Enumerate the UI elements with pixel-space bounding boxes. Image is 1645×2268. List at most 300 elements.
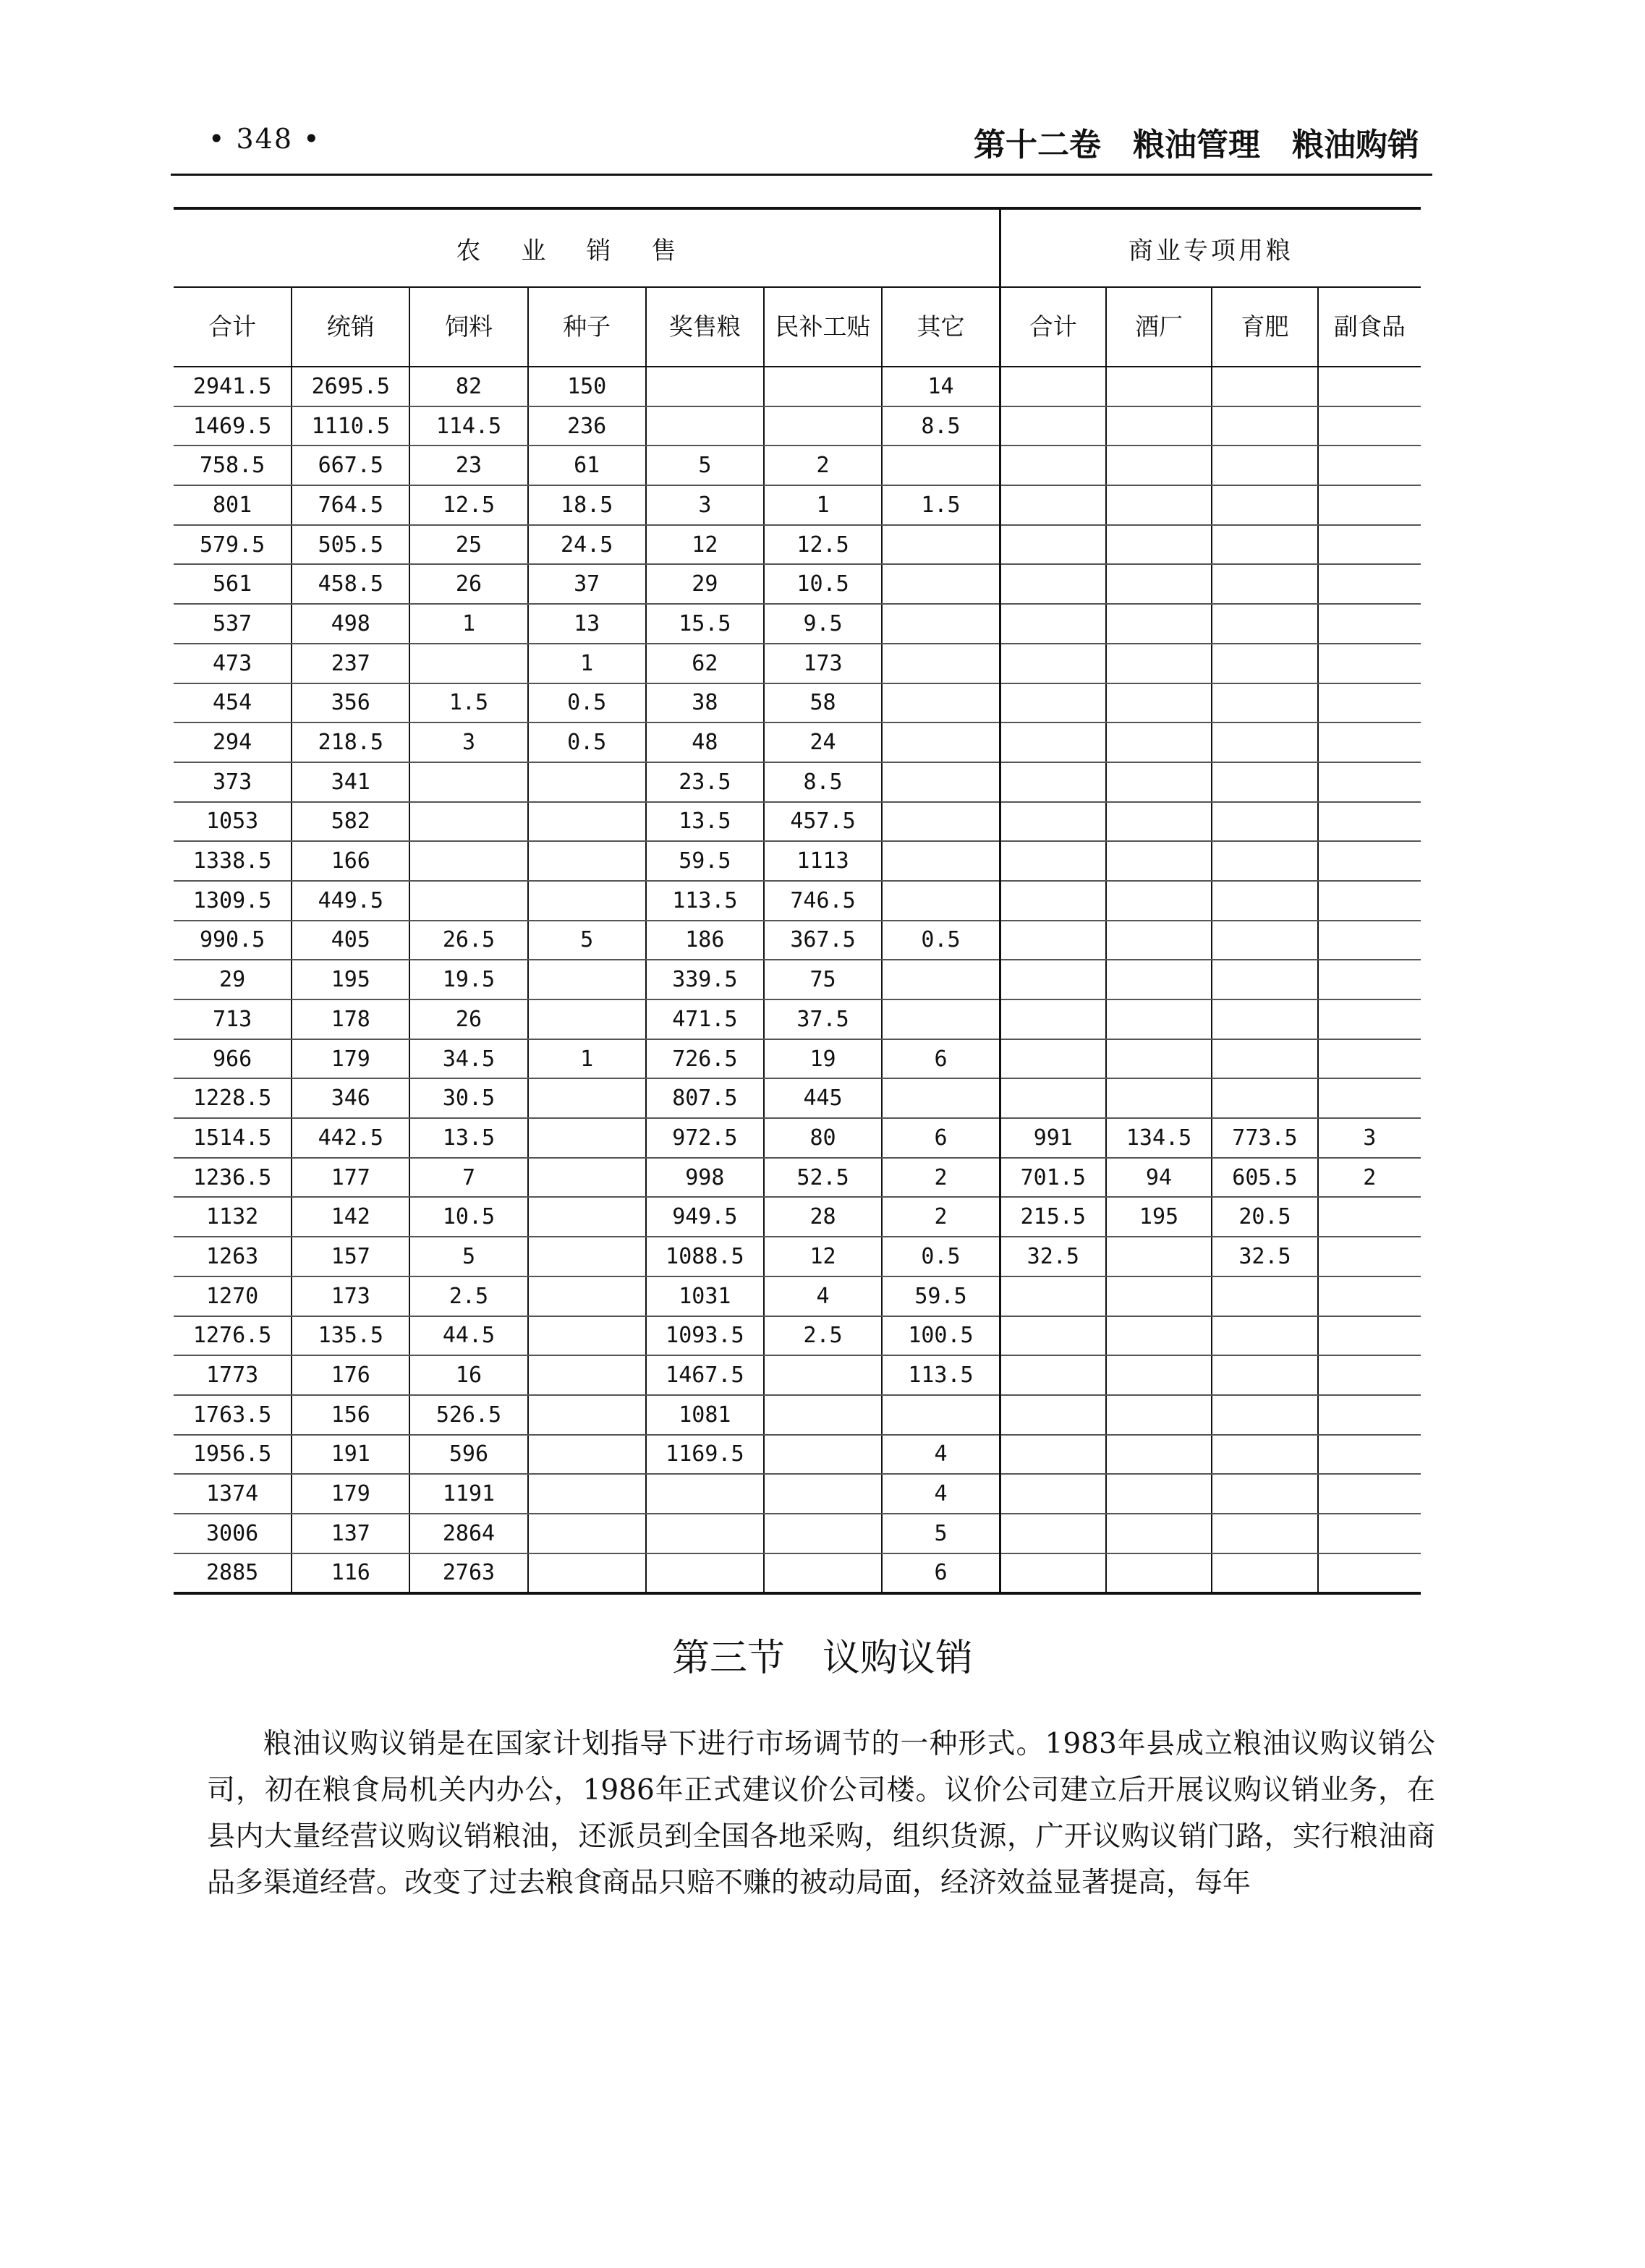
table-cell [528,1435,646,1475]
table-cell: 454 [174,683,292,723]
table-cell: 4 [882,1435,1000,1475]
table-cell: 442.5 [292,1118,409,1158]
table-cell [1318,802,1421,842]
table-cell [1106,525,1212,565]
table-cell [764,1395,882,1435]
column-header: 酒厂 [1106,287,1212,367]
table-cell [882,683,1000,723]
table-cell: 367.5 [764,921,882,960]
table-cell [1000,406,1105,446]
table-row [174,564,1421,604]
table-cell: 48 [646,722,764,762]
table-cell [1106,841,1212,881]
table-cell: 15.5 [646,604,764,644]
table-row [174,999,1421,1039]
table-cell: 1469.5 [174,406,292,446]
table-cell: 24.5 [528,525,646,565]
table-cell [1212,1514,1317,1553]
table-cell [646,1553,764,1594]
table-cell: 23 [409,446,527,485]
table-cell [528,1276,646,1316]
table-cell [764,1435,882,1475]
table-row [174,367,1421,406]
table-cell [1212,367,1317,406]
table-cell [1000,644,1105,683]
table-cell [1212,1355,1317,1395]
table-cell: 113.5 [646,881,764,921]
table-cell [646,1514,764,1553]
table-cell: 537 [174,604,292,644]
table-cell [528,1078,646,1118]
table-row [174,446,1421,485]
table-cell [1106,881,1212,921]
table-cell [1000,999,1105,1039]
table-cell: 186 [646,921,764,960]
column-header: 育肥 [1212,287,1317,367]
table-cell: 2 [882,1158,1000,1198]
table-cell: 215.5 [1000,1197,1105,1237]
table-cell: 134.5 [1106,1118,1212,1158]
column-header: 种子 [528,287,646,367]
table-cell [1106,1276,1212,1316]
table-cell: 0.5 [882,921,1000,960]
table-cell [1212,1078,1317,1118]
table-cell: 52.5 [764,1158,882,1198]
table-body [174,367,1421,1593]
table-cell: 1132 [174,1197,292,1237]
table-cell [1318,1355,1421,1395]
group-header-agricultural-sales: 农业销售 [174,208,1000,287]
table-cell [1000,1474,1105,1514]
table-cell [528,999,646,1039]
table-cell: 294 [174,722,292,762]
table-cell [1212,1474,1317,1514]
table-cell [1106,367,1212,406]
table-cell: 137 [292,1514,409,1553]
table-cell [1000,1514,1105,1553]
table-cell [1106,485,1212,525]
table-cell [882,1078,1000,1118]
table-cell [764,1474,882,1514]
table-cell: 758.5 [174,446,292,485]
table-cell [1318,1435,1421,1475]
table-cell: 179 [292,1039,409,1079]
table-cell [1318,921,1421,960]
table-cell: 1053 [174,802,292,842]
table-cell [1106,604,1212,644]
table-cell: 32.5 [1212,1237,1317,1276]
table-cell: 179 [292,1474,409,1514]
table-cell: 6 [882,1553,1000,1594]
table-cell [1318,1197,1421,1237]
table-cell: 3006 [174,1514,292,1553]
table-cell: 505.5 [292,525,409,565]
table-cell [1000,960,1105,999]
table-cell: 2763 [409,1553,527,1594]
table-cell: 582 [292,802,409,842]
table-cell: 1191 [409,1474,527,1514]
table-cell [1318,1237,1421,1276]
table-cell: 0.5 [528,722,646,762]
table-cell [1212,762,1317,802]
table-cell [882,644,1000,683]
table-cell: 1228.5 [174,1078,292,1118]
table-row [174,406,1421,446]
table-cell: 32.5 [1000,1237,1105,1276]
table-cell: 14 [882,367,1000,406]
table-cell [1318,1078,1421,1118]
table-cell: 157 [292,1237,409,1276]
table-cell [882,960,1000,999]
table-cell: 173 [292,1276,409,1316]
running-head: 第十二卷 粮油管理 粮油购销 [974,127,1419,163]
table-cell: 1 [764,485,882,525]
column-header: 合计 [174,287,292,367]
table-row [174,644,1421,683]
table-cell [1000,1078,1105,1118]
table-cell: 177 [292,1158,409,1198]
table-cell [1318,683,1421,723]
table-cell [1106,1553,1212,1594]
table-cell: 150 [528,367,646,406]
table-cell [1000,1316,1105,1356]
table-cell: 218.5 [292,722,409,762]
table-cell: 12 [646,525,764,565]
table-cell [882,881,1000,921]
table-cell: 2.5 [409,1276,527,1316]
table-cell: 13.5 [646,802,764,842]
table-cell [1318,722,1421,762]
table-cell: 37.5 [764,999,882,1039]
table-cell [1106,1474,1212,1514]
table-cell: 12.5 [409,485,527,525]
table-cell [1106,1078,1212,1118]
table-cell [528,1118,646,1158]
table-cell [1106,762,1212,802]
table-cell [1106,683,1212,723]
table-cell [1000,1276,1105,1316]
table-cell: 59.5 [882,1276,1000,1316]
column-header: 其它 [882,287,1000,367]
section-title: 第三节 议购议销 [671,1637,973,1680]
table-cell [528,841,646,881]
table-cell [1000,1039,1105,1079]
table-cell: 176 [292,1355,409,1395]
table-cell: 1.5 [882,485,1000,525]
table-cell [1212,446,1317,485]
table-cell: 949.5 [646,1197,764,1237]
table-cell: 526.5 [409,1395,527,1435]
table-cell [1212,1276,1317,1316]
table-cell: 116 [292,1553,409,1594]
table-cell: 2695.5 [292,367,409,406]
table-cell [1212,1435,1317,1475]
table-cell: 62 [646,644,764,683]
table-cell: 458.5 [292,564,409,604]
table-cell: 34.5 [409,1039,527,1079]
table-cell [764,1553,882,1594]
table-cell: 75 [764,960,882,999]
table-row [174,1316,1421,1356]
table-cell [1212,802,1317,842]
table-cell: 20.5 [1212,1197,1317,1237]
table-cell [1318,1514,1421,1553]
table-cell [1212,525,1317,565]
table-cell [1106,1435,1212,1475]
table-cell [1212,841,1317,881]
table-cell [1212,960,1317,999]
table-cell [1000,841,1105,881]
table-cell [1318,960,1421,999]
table-cell: 10.5 [764,564,882,604]
table-cell [1212,1553,1317,1594]
table-cell: 5 [646,446,764,485]
table-cell: 713 [174,999,292,1039]
table-cell [1000,921,1105,960]
table-cell [528,1514,646,1553]
table-cell: 114.5 [409,406,527,446]
table-row [174,1355,1421,1395]
table-cell: 346 [292,1078,409,1118]
table-cell [1212,564,1317,604]
table-cell: 12.5 [764,525,882,565]
table-cell [1318,881,1421,921]
table-cell: 498 [292,604,409,644]
table-cell: 2885 [174,1553,292,1594]
table-cell: 471.5 [646,999,764,1039]
table-cell [882,722,1000,762]
table-cell [1212,881,1317,921]
table-cell: 667.5 [292,446,409,485]
table-cell: 5 [882,1514,1000,1553]
table-cell: 13 [528,604,646,644]
table-cell: 1276.5 [174,1316,292,1356]
table-cell: 4 [882,1474,1000,1514]
table-cell: 1110.5 [292,406,409,446]
table-cell [1318,604,1421,644]
table-cell: 1338.5 [174,841,292,881]
table-cell: 26 [409,999,527,1039]
table-cell [882,841,1000,881]
table-cell: 0.5 [882,1237,1000,1276]
table-cell: 166 [292,841,409,881]
table-cell: 0.5 [528,683,646,723]
table-row [174,604,1421,644]
table-cell [1000,485,1105,525]
page-number: • 348 • [208,123,321,155]
table-cell: 579.5 [174,525,292,565]
table-cell [882,802,1000,842]
table-row [174,1474,1421,1514]
table-cell: 195 [1106,1197,1212,1237]
table-cell [1106,921,1212,960]
table-cell: 991 [1000,1118,1105,1158]
table-cell: 173 [764,644,882,683]
table-cell: 2864 [409,1514,527,1553]
table-cell: 6 [882,1039,1000,1079]
table-cell: 746.5 [764,881,882,921]
table-cell [1212,644,1317,683]
table-cell: 1309.5 [174,881,292,921]
table-cell: 1 [409,604,527,644]
table-cell [1106,564,1212,604]
table-cell: 773.5 [1212,1118,1317,1158]
table-cell [1000,604,1105,644]
table-cell: 596 [409,1435,527,1475]
table-cell: 13.5 [409,1118,527,1158]
table-cell: 1113 [764,841,882,881]
table-cell [1000,1553,1105,1594]
table-cell: 135.5 [292,1316,409,1356]
table-cell: 972.5 [646,1118,764,1158]
table-cell [1212,604,1317,644]
table-cell: 82 [409,367,527,406]
table-cell: 142 [292,1197,409,1237]
column-header: 饲料 [409,287,527,367]
table-cell [1212,999,1317,1039]
table-cell [1106,722,1212,762]
table-cell: 18.5 [528,485,646,525]
column-header: 统销 [292,287,409,367]
table-cell [528,802,646,842]
table-cell [1106,446,1212,485]
table-cell [1106,1316,1212,1356]
column-header: 副食品 [1318,287,1421,367]
table-cell [1106,1395,1212,1435]
table-cell [1106,644,1212,683]
table-cell: 1.5 [409,683,527,723]
column-header: 合计 [1000,287,1105,367]
table-group-header-row [174,208,1421,287]
table-cell [1000,722,1105,762]
table-cell: 1270 [174,1276,292,1316]
table-cell: 1 [528,644,646,683]
table-row [174,1276,1421,1316]
table-cell [1318,1276,1421,1316]
table-cell: 2 [764,446,882,485]
table-cell [882,762,1000,802]
table-cell [528,1355,646,1395]
table-cell: 1169.5 [646,1435,764,1475]
table-cell: 339.5 [646,960,764,999]
table-cell: 16 [409,1355,527,1395]
table-cell [1000,1355,1105,1395]
table-cell [1106,1355,1212,1395]
table-cell [1000,762,1105,802]
table-cell [528,1474,646,1514]
table-cell [1212,485,1317,525]
table-cell [882,999,1000,1039]
table-cell: 966 [174,1039,292,1079]
table-row [174,1197,1421,1237]
table-cell [528,762,646,802]
table-cell: 44.5 [409,1316,527,1356]
table-cell [764,1355,882,1395]
table-cell: 1088.5 [646,1237,764,1276]
table-cell [528,1395,646,1435]
table-cell: 195 [292,960,409,999]
table-row [174,485,1421,525]
table-cell [528,1553,646,1594]
table-row [174,1514,1421,1553]
table-cell: 26 [409,564,527,604]
table-cell: 1263 [174,1237,292,1276]
table-cell [1318,1316,1421,1356]
table-cell: 3 [409,722,527,762]
table-cell: 156 [292,1395,409,1435]
table-cell: 28 [764,1197,882,1237]
table-cell [1318,367,1421,406]
grain-sales-table [174,207,1421,1595]
table-cell: 1514.5 [174,1118,292,1158]
table-cell [646,367,764,406]
group-header-commercial-special-grain: 商业专项用粮 [1000,208,1421,287]
table-cell [1212,921,1317,960]
table-cell [528,1237,646,1276]
table-row [174,722,1421,762]
table-cell [1000,564,1105,604]
table-cell: 1956.5 [174,1435,292,1475]
table-cell: 405 [292,921,409,960]
table-cell [1212,722,1317,762]
table-cell: 8.5 [764,762,882,802]
table-cell: 5 [409,1237,527,1276]
table-cell: 3 [1318,1118,1421,1158]
table-cell: 341 [292,762,409,802]
table-cell [409,841,527,881]
table-cell [1318,1395,1421,1435]
table-cell [1106,999,1212,1039]
table-cell: 1 [528,1039,646,1079]
table-cell: 37 [528,564,646,604]
table-cell: 701.5 [1000,1158,1105,1198]
table-cell: 726.5 [646,1039,764,1079]
table-cell: 38 [646,683,764,723]
table-cell [1212,1039,1317,1079]
table-cell [646,406,764,446]
table-cell [1000,525,1105,565]
table-cell: 998 [646,1158,764,1198]
table-cell: 59.5 [646,841,764,881]
table-row [174,1039,1421,1079]
table-cell: 178 [292,999,409,1039]
table-cell: 2.5 [764,1316,882,1356]
table-cell: 12 [764,1237,882,1276]
table-cell [409,762,527,802]
table-row [174,1553,1421,1594]
table-cell: 58 [764,683,882,723]
table-cell: 1236.5 [174,1158,292,1198]
table-cell: 24 [764,722,882,762]
table-cell: 1773 [174,1355,292,1395]
table-cell: 100.5 [882,1316,1000,1356]
table-column-header-row [174,287,1421,367]
table-cell [764,367,882,406]
table-cell: 445 [764,1078,882,1118]
table-cell: 2941.5 [174,367,292,406]
table-cell: 1093.5 [646,1316,764,1356]
table-cell [1106,1514,1212,1553]
table-cell [1000,446,1105,485]
table-cell [1318,406,1421,446]
table-cell: 29 [646,564,764,604]
table-cell [882,525,1000,565]
table-cell: 4 [764,1276,882,1316]
table-cell [882,446,1000,485]
table-cell: 1374 [174,1474,292,1514]
table-cell: 6 [882,1118,1000,1158]
table-cell [528,960,646,999]
